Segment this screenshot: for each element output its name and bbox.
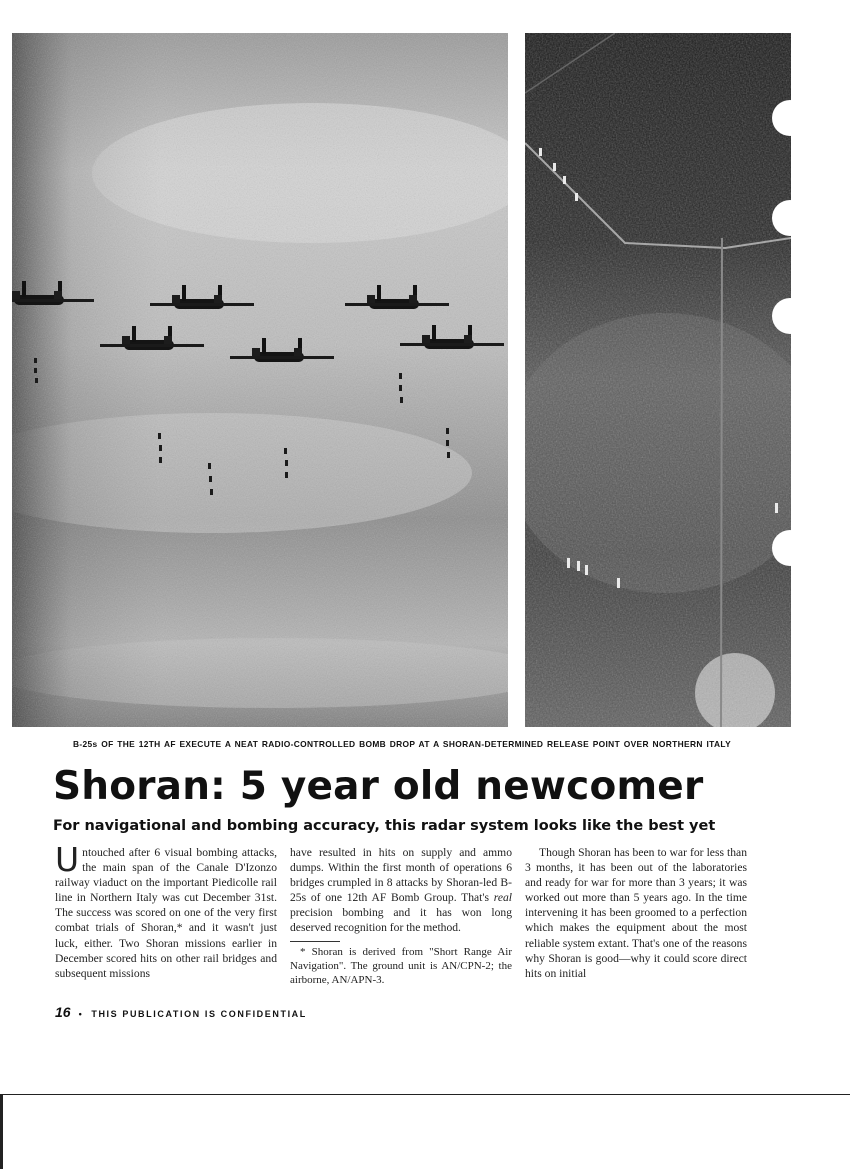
photo-caption: B-25s OF THE 12TH AF EXECUTE A NEAT RADIO-CONTROLLED BOMB DROP AT A SHORAN-DETERMINED RELEASE POINT OVER NORTHERN ITALY (72, 739, 732, 749)
column-2-text-b: precision bombing and it has won long deserved recognition for the method. (290, 906, 512, 935)
column-2-text-a: have resulted in hits on supply and ammo dumps. Within the first month of operations 6 bridges crumpled in 8 attacks by Shoran-led B-25s of one 12th AF Bomb Group. That's (290, 846, 512, 905)
bombers-photo-graphic (12, 33, 508, 727)
article-headline: Shoran: 5 year old newcomer (53, 764, 704, 809)
article-subhead: For navigational and bombing accuracy, this radar system looks like the best yet (53, 818, 716, 834)
viaduct-aerial-photo (525, 33, 791, 727)
drop-cap: U (55, 840, 80, 879)
binder-hole (772, 530, 808, 566)
footer-separator: • (78, 1009, 84, 1019)
binder-hole (772, 200, 808, 236)
binder-hole (772, 100, 808, 136)
binder-hole (772, 298, 808, 334)
viaduct-aerial-graphic (525, 33, 791, 727)
article-column-1 (55, 840, 277, 981)
scan-edge-mark (0, 1094, 3, 1169)
column-1-text: ntouched after 6 visual bombing attacks, the main span of the Canale D'Izonzo railway viaduct on the important Piedicolle rail line in Northern Italy was cut December 31st. The success was scored on one of the very first combat trials of Shoran,* and it wasn't just luck, either. Two Shoran missions earlier in December scored hits on other rail bridges and subsequent missions (55, 846, 277, 980)
article-column-3 (525, 845, 747, 981)
footnote-rule (290, 941, 340, 942)
scan-edge-line (0, 1094, 850, 1095)
road (721, 238, 722, 727)
column-3-text: Though Shoran has been to war for less than 3 months, it has been out of the laboratories and ready for war for more than 3 years; it was worked out more than 5 years ago. In the time intervening it has been groomed to a perfection which makes the equipment about the most reliable system extant. That's one of the reasons why Shoran is good—why it could score direct hits on initial (525, 846, 747, 980)
page-number: 16 (55, 1004, 71, 1020)
confidential-notice: THIS PUBLICATION IS CONFIDENTIAL (91, 1009, 307, 1019)
bombers-photo (12, 33, 508, 727)
column-2-emphasis: real (493, 891, 512, 905)
article-column-2 (290, 845, 512, 987)
page-footer (55, 1004, 307, 1020)
footnote: * Shoran is derived from "Short Range Air Navigation". The ground unit is AN/CPN-2; the airborne, AN/APN-3. (290, 945, 512, 986)
